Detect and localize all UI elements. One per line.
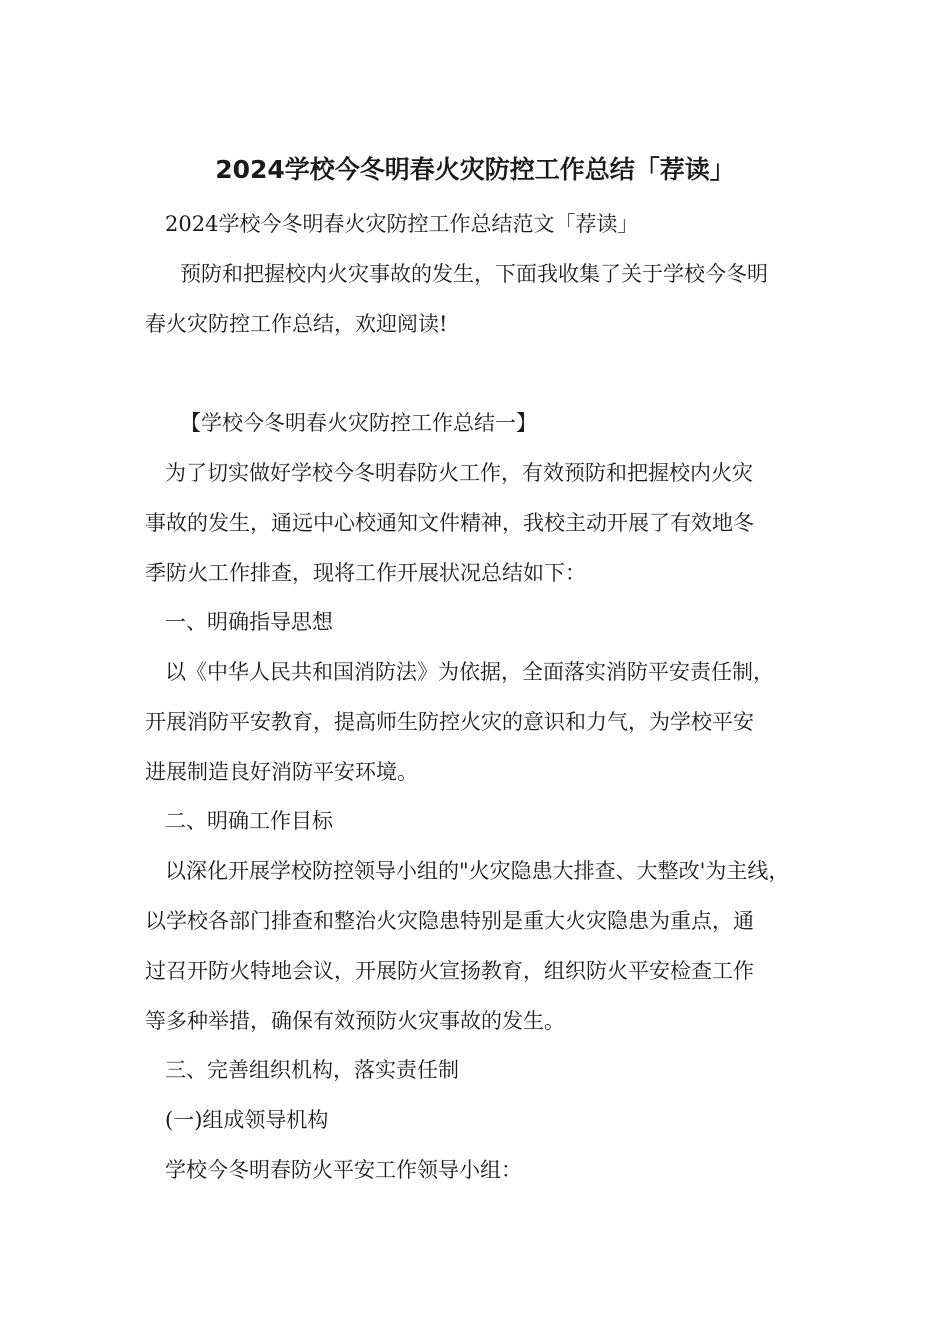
body-line: 以深化开展学校防控领导小组的"火灾隐患大排查、大整改'为主线， [165,859,790,883]
body-line: 春火灾防控工作总结，欢迎阅读! [145,312,448,336]
document-title: 2024学校今冬明春火灾防控工作总结「荐读」 [215,155,735,184]
subheading-line: (一)组成领导机构 [165,1108,329,1132]
body-line: 进展制造良好消防平安环境。 [145,760,418,784]
subtitle-line: 2024学校今冬明春火灾防控工作总结范文「荐读」 [165,212,639,236]
body-line: 预防和把握校内火灾事故的发生，下面我收集了关于学校今冬明 [180,262,768,286]
heading-line: 三、完善组织机构，落实责任制 [165,1058,459,1082]
body-line: 为了切实做好学校今冬明春防火工作，有效预防和把握校内火灾 [165,461,753,485]
body-line: 学校今冬明春防火平安工作领导小组： [165,1158,522,1182]
section-heading: 【学校今冬明春火灾防控工作总结一】 [180,411,537,435]
body-line: 以《中华人民共和国消防法》为依据，全面落实消防平安责任制， [165,660,774,684]
heading-line: 一、明确指导思想 [165,610,333,634]
body-line: 过召开防火特地会议，开展防火宣扬教育，组织防火平安检查工作 [145,959,754,983]
body-line: 事故的发生，通远中心校通知文件精神，我校主动开展了有效地冬 [145,511,754,535]
heading-line: 二、明确工作目标 [165,809,333,833]
body-line: 开展消防平安教育，提高师生防控火灾的意识和力气，为学校平安 [145,710,754,734]
body-line: 以学校各部门排查和整治火灾隐患特别是重大火灾隐患为重点，通 [145,909,754,933]
body-line: 等多种举措，确保有效预防火灾事故的发生。 [145,1009,565,1033]
body-line: 季防火工作排查，现将工作开展状况总结如下： [145,561,586,585]
